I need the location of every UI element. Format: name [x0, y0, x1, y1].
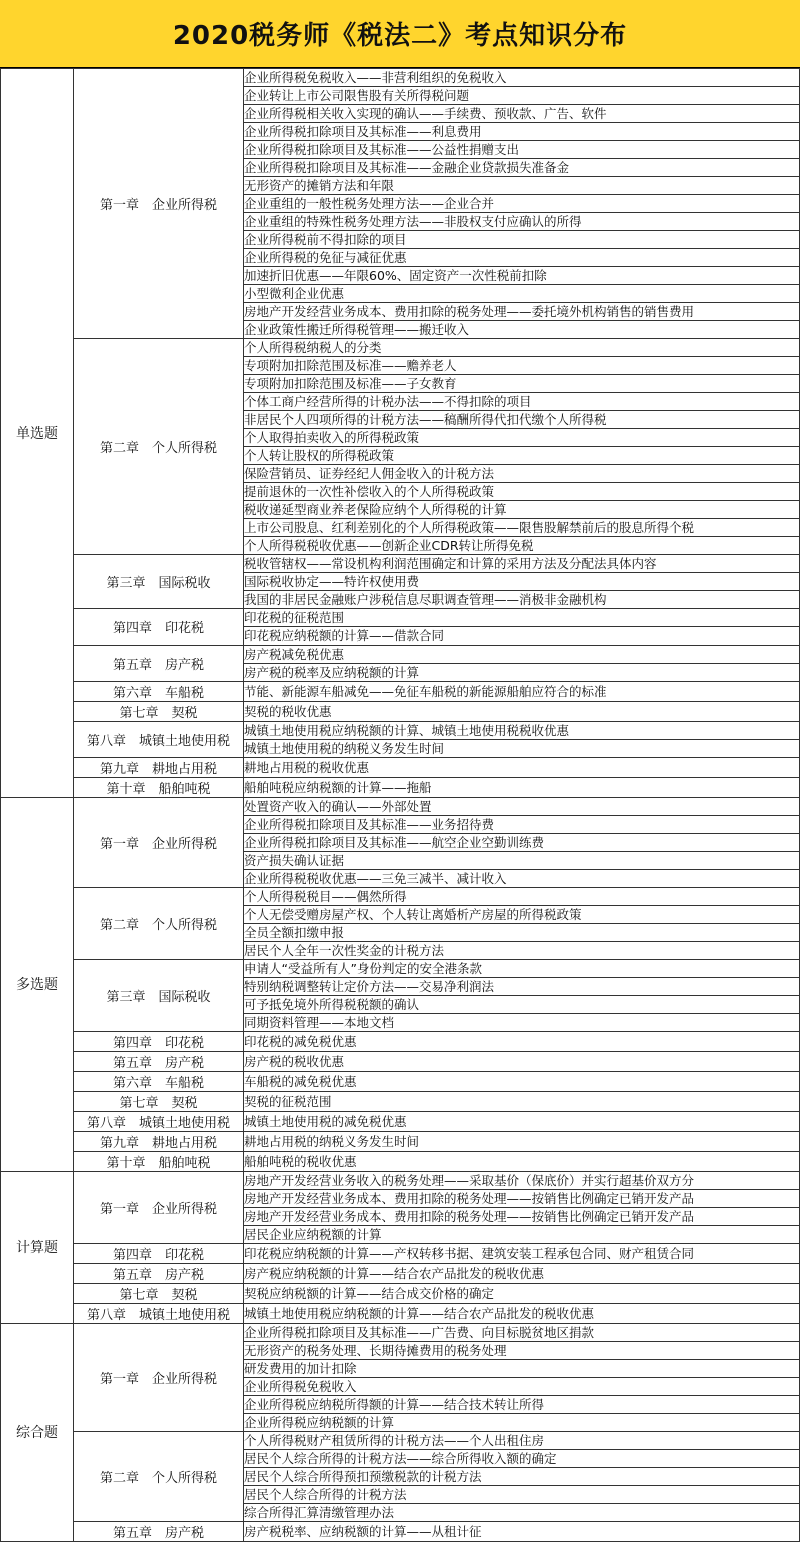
- chapter-cell: 第三章 国际税收: [74, 959, 244, 1031]
- chapter-cell: 第四章 印花税: [74, 1031, 244, 1051]
- topic-cell: 企业所得税前不得扣除的项目: [244, 231, 800, 249]
- page-header: [0, 0, 800, 68]
- topic-cell: 个人无偿受赠房屋产权、个人转让离婚析产房屋的所得税政策: [244, 905, 800, 923]
- topic-cell: 无形资产的税务处理、长期待摊费用的税务处理: [244, 1341, 800, 1359]
- topic-cell: 企业所得税扣除项目及其标准——金融企业贷款损失准备金: [244, 159, 800, 177]
- chapter-cell: 第八章 城镇土地使用税: [74, 721, 244, 757]
- topic-cell: 城镇土地使用税的减免税优惠: [244, 1111, 800, 1131]
- topic-cell: 专项附加扣除范围及标准——赡养老人: [244, 357, 800, 375]
- topic-cell: 我国的非居民金融账户涉税信息尽职调查管理——消极非金融机构: [244, 591, 800, 609]
- topic-cell: 企业所得税税收优惠——三免三减半、减计收入: [244, 869, 800, 887]
- topic-cell: 企业所得税扣除项目及其标准——航空企业空勤训练费: [244, 833, 800, 851]
- table-row: [1, 1171, 800, 1189]
- chapter-cell: 第十章 船舶吨税: [74, 777, 244, 797]
- table-row: [1, 1091, 800, 1111]
- table-row: [1, 757, 800, 777]
- table-row: [1, 645, 800, 663]
- topic-cell: 资产损失确认证据: [244, 851, 800, 869]
- table-row: [1, 1283, 800, 1303]
- topic-cell: 专项附加扣除范围及标准——子女教育: [244, 375, 800, 393]
- topic-cell: 印花税的征税范围: [244, 609, 800, 627]
- question-type-cell: 计算题: [1, 1171, 74, 1323]
- topic-cell: 无形资产的摊销方法和年限: [244, 177, 800, 195]
- table-row: [1, 1303, 800, 1323]
- table-row: [1, 555, 800, 573]
- chapter-cell: 第五章 房产税: [74, 1051, 244, 1071]
- topic-cell: 税收管辖权——常设机构利润范围确定和计算的采用方法及分配法具体内容: [244, 555, 800, 573]
- topic-cell: 房产税应纳税额的计算——结合农产品批发的税收优惠: [244, 1263, 800, 1283]
- topic-cell: 税收递延型商业养老保险应纳个人所得税的计算: [244, 501, 800, 519]
- topic-cell: 企业所得税扣除项目及其标准——利息费用: [244, 123, 800, 141]
- topic-cell: 车船税的减免税优惠: [244, 1071, 800, 1091]
- topic-cell: 印花税的减免税优惠: [244, 1031, 800, 1051]
- topic-cell: 居民企业应纳税额的计算: [244, 1225, 800, 1243]
- topic-cell: 企业所得税扣除项目及其标准——广告费、向目标脱贫地区捐款: [244, 1323, 800, 1341]
- table-row: [1, 69, 800, 87]
- knowledge-table: [0, 68, 800, 1542]
- chapter-cell: 第五章 房产税: [74, 1522, 244, 1542]
- topic-cell: 房产税税率、应纳税额的计算——从租计征: [244, 1522, 800, 1542]
- topic-cell: 船舶吨税的税收优惠: [244, 1151, 800, 1171]
- topic-cell: 印花税应纳税额的计算——借款合同: [244, 627, 800, 645]
- topic-cell: 房地产开发经营业务收入的税务处理——采取基价（保底价）并实行超基价双方分: [244, 1171, 800, 1189]
- chapter-cell: 第九章 耕地占用税: [74, 1131, 244, 1151]
- knowledge-table-container: [0, 68, 800, 1541]
- table-row: [1, 1031, 800, 1051]
- topic-cell: 加速折旧优惠——年限60%、固定资产一次性税前扣除: [244, 267, 800, 285]
- chapter-cell: 第二章 个人所得税: [74, 1431, 244, 1521]
- chapter-cell: 第七章 契税: [74, 701, 244, 721]
- topic-cell: 个人取得拍卖收入的所得税政策: [244, 429, 800, 447]
- topic-cell: 房地产开发经营业务成本、费用扣除的税务处理——按销售比例确定已销开发产品: [244, 1207, 800, 1225]
- table-row: [1, 1071, 800, 1091]
- table-row: [1, 1323, 800, 1341]
- page-title: 2020税务师《税法二》考点知识分布: [172, 21, 628, 51]
- topic-cell: 印花税应纳税额的计算——产权转移书据、建筑安装工程承包合同、财产租赁合同: [244, 1243, 800, 1263]
- table-row: [1, 1243, 800, 1263]
- chapter-cell: 第四章 印花税: [74, 609, 244, 645]
- topic-cell: 房产税的税收优惠: [244, 1051, 800, 1071]
- topic-cell: 房地产开发经营业务成本、费用扣除的税务处理——委托境外机构销售的销售费用: [244, 303, 800, 321]
- topic-cell: 耕地占用税的纳税义务发生时间: [244, 1131, 800, 1151]
- topic-cell: 处置资产收入的确认——外部处置: [244, 797, 800, 815]
- topic-cell: 保险营销员、证券经纪人佣金收入的计税方法: [244, 465, 800, 483]
- topic-cell: 个体工商户经营所得的计税办法——不得扣除的项目: [244, 393, 800, 411]
- question-type-cell: 综合题: [1, 1323, 74, 1541]
- table-row: [1, 777, 800, 797]
- table-row: [1, 609, 800, 627]
- topic-cell: 个人所得税财产租赁所得的计税方法——个人出租住房: [244, 1431, 800, 1449]
- table-row: [1, 1131, 800, 1151]
- topic-cell: 小型微利企业优惠: [244, 285, 800, 303]
- chapter-cell: 第七章 契税: [74, 1091, 244, 1111]
- topic-cell: 同期资料管理——本地文档: [244, 1013, 800, 1031]
- table-row: [1, 1151, 800, 1171]
- topic-cell: 契税的税收优惠: [244, 701, 800, 721]
- topic-cell: 个人所得税税目——偶然所得: [244, 887, 800, 905]
- topic-cell: 企业重组的一般性税务处理方法——企业合并: [244, 195, 800, 213]
- table-row: [1, 1263, 800, 1283]
- topic-cell: 城镇土地使用税应纳税额的计算、城镇土地使用税税收优惠: [244, 721, 800, 739]
- chapter-cell: 第二章 个人所得税: [74, 339, 244, 555]
- chapter-cell: 第二章 个人所得税: [74, 887, 244, 959]
- table-row: [1, 721, 800, 739]
- topic-cell: 可予抵免境外所得税税额的确认: [244, 995, 800, 1013]
- table-row: [1, 1522, 800, 1542]
- chapter-cell: 第五章 房产税: [74, 1263, 244, 1283]
- topic-cell: 企业所得税应纳税额的计算: [244, 1413, 800, 1431]
- table-row: [1, 1051, 800, 1071]
- topic-cell: 城镇土地使用税应纳税额的计算——结合农产品批发的税收优惠: [244, 1303, 800, 1323]
- chapter-cell: 第三章 国际税收: [74, 555, 244, 609]
- topic-cell: 企业转让上市公司限售股有关所得税问题: [244, 87, 800, 105]
- topic-cell: 特别纳税调整转让定价方法——交易净利润法: [244, 977, 800, 995]
- table-row: [1, 887, 800, 905]
- chapter-cell: 第一章 企业所得税: [74, 797, 244, 887]
- topic-cell: 企业所得税扣除项目及其标准——公益性捐赠支出: [244, 141, 800, 159]
- topic-cell: 居民个人综合所得的计税方法——综合所得收入额的确定: [244, 1449, 800, 1467]
- chapter-cell: 第八章 城镇土地使用税: [74, 1111, 244, 1131]
- chapter-cell: 第四章 印花税: [74, 1243, 244, 1263]
- topic-cell: 提前退休的一次性补偿收入的个人所得税政策: [244, 483, 800, 501]
- topic-cell: 企业所得税免税收入: [244, 1377, 800, 1395]
- table-row: [1, 339, 800, 357]
- table-row: [1, 681, 800, 701]
- topic-cell: 居民个人综合所得的计税方法: [244, 1485, 800, 1503]
- chapter-cell: 第一章 企业所得税: [74, 69, 244, 339]
- table-row: [1, 1431, 800, 1449]
- topic-cell: 企业政策性搬迁所得税管理——搬迁收入: [244, 321, 800, 339]
- topic-cell: 综合所得汇算清缴管理办法: [244, 1503, 800, 1521]
- topic-cell: 契税应纳税额的计算——结合成交价格的确定: [244, 1283, 800, 1303]
- topic-cell: 国际税收协定——特许权使用费: [244, 573, 800, 591]
- topic-cell: 房产税减免税优惠: [244, 645, 800, 663]
- topic-cell: 个人所得税纳税人的分类: [244, 339, 800, 357]
- topic-cell: 上市公司股息、红利差别化的个人所得税政策——限售股解禁前后的股息所得个税: [244, 519, 800, 537]
- chapter-cell: 第八章 城镇土地使用税: [74, 1303, 244, 1323]
- topic-cell: 企业所得税扣除项目及其标准——业务招待费: [244, 815, 800, 833]
- chapter-cell: 第六章 车船税: [74, 1071, 244, 1091]
- chapter-cell: 第九章 耕地占用税: [74, 757, 244, 777]
- chapter-cell: 第六章 车船税: [74, 681, 244, 701]
- topic-cell: 个人转让股权的所得税政策: [244, 447, 800, 465]
- chapter-cell: 第一章 企业所得税: [74, 1323, 244, 1431]
- topic-cell: 节能、新能源车船减免——免征车船税的新能源船舶应符合的标准: [244, 681, 800, 701]
- chapter-cell: 第五章 房产税: [74, 645, 244, 681]
- topic-cell: 非居民个人四项所得的计税方法——稿酬所得代扣代缴个人所得税: [244, 411, 800, 429]
- topic-cell: 居民个人全年一次性奖金的计税方法: [244, 941, 800, 959]
- topic-cell: 船舶吨税应纳税额的计算——拖船: [244, 777, 800, 797]
- topic-cell: 企业重组的特殊性税务处理方法——非股权支付应确认的所得: [244, 213, 800, 231]
- chapter-cell: 第十章 船舶吨税: [74, 1151, 244, 1171]
- question-type-cell: 多选题: [1, 797, 74, 1171]
- topic-cell: 全员全额扣缴申报: [244, 923, 800, 941]
- topic-cell: 企业所得税免税收入——非营利组织的免税收入: [244, 69, 800, 87]
- table-row: [1, 797, 800, 815]
- table-row: [1, 701, 800, 721]
- question-type-cell: 单选题: [1, 69, 74, 798]
- topic-cell: 城镇土地使用税的纳税义务发生时间: [244, 739, 800, 757]
- table-row: [1, 959, 800, 977]
- topic-cell: 房地产开发经营业务成本、费用扣除的税务处理——按销售比例确定已销开发产品: [244, 1189, 800, 1207]
- topic-cell: 契税的征税范围: [244, 1091, 800, 1111]
- table-row: [1, 1111, 800, 1131]
- chapter-cell: 第七章 契税: [74, 1283, 244, 1303]
- chapter-cell: 第一章 企业所得税: [74, 1171, 244, 1243]
- topic-cell: 房产税的税率及应纳税额的计算: [244, 663, 800, 681]
- topic-cell: 企业所得税的免征与减征优惠: [244, 249, 800, 267]
- topic-cell: 个人所得税税收优惠——创新企业CDR转让所得免税: [244, 537, 800, 555]
- topic-cell: 研发费用的加计扣除: [244, 1359, 800, 1377]
- topic-cell: 居民个人综合所得预扣预缴税款的计税方法: [244, 1467, 800, 1485]
- topic-cell: 企业所得税相关收入实现的确认——手续费、预收款、广告、软件: [244, 105, 800, 123]
- topic-cell: 申请人“受益所有人”身份判定的安全港条款: [244, 959, 800, 977]
- topic-cell: 企业所得税应纳税所得额的计算——结合技术转让所得: [244, 1395, 800, 1413]
- topic-cell: 耕地占用税的税收优惠: [244, 757, 800, 777]
